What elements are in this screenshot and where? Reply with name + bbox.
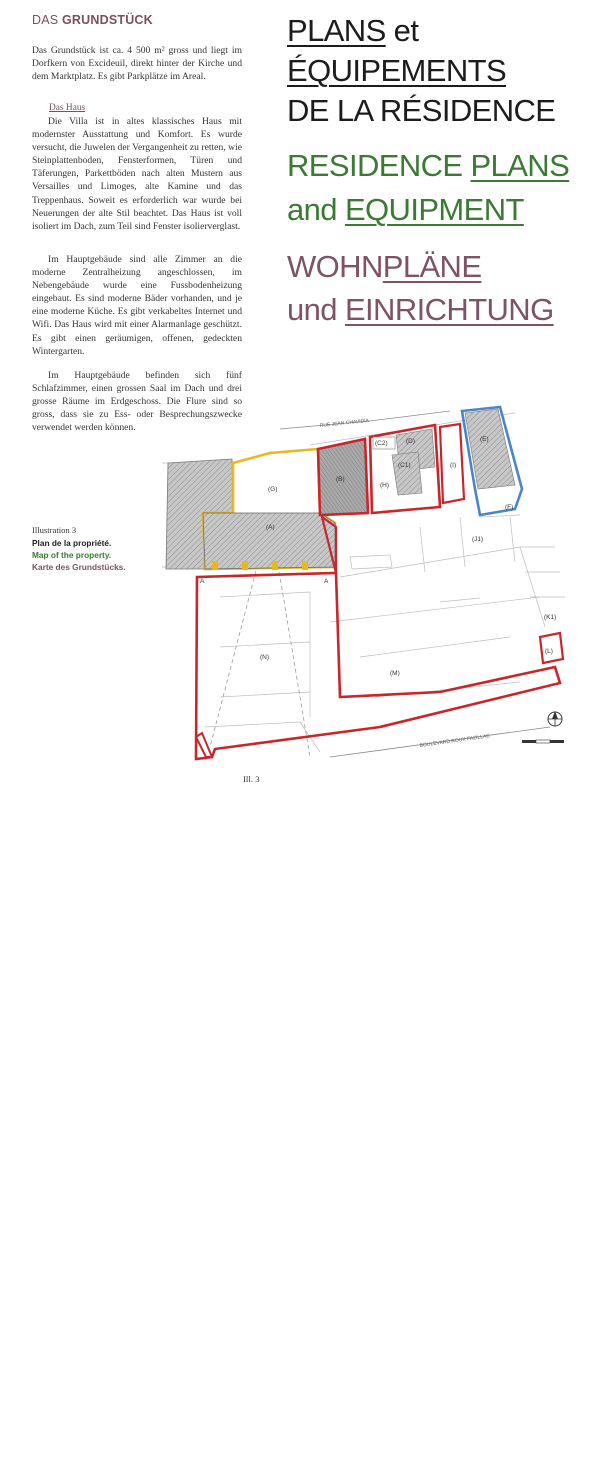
figure-label: Ill. 3	[243, 774, 260, 784]
label-d: (D)	[406, 438, 416, 445]
body-paragraph-1: Das Grundstück ist ca. 4 500 m² gross und liegt im Dorfkern von Excideuil, direkt hinter der Kirche und dem Marktplatz. Es gibt Parkplätze im Areal.	[32, 45, 242, 83]
title-en-line2: and EQUIPMENT	[287, 192, 524, 227]
label-f: (F)	[505, 504, 514, 511]
section-heading-light: DAS	[32, 13, 59, 27]
title-de-line1: WOHNPLÄNE	[287, 249, 482, 284]
title-de-line2: und EINRICHTUNG	[287, 292, 554, 327]
body-paragraph-3: Im Hauptgebäude sind alle Zimmer an die moderne Zentralheizung angeschlossen, im Nebengebäude wurde eine Fussbodenheizung eingebaut. Es sind moderne Bäder vorhanden, und je eine moderne Küche. Es gibt verkabeltes Internet und Wifi. Das Haus wird mit einer Alarmanlage geschützt. Es gibt einen geräumigen, offenen, gedeckten Wintergarten.	[32, 254, 242, 357]
label-h: (H)	[380, 482, 390, 489]
caption-de: Karte des Grundstücks.	[32, 562, 126, 572]
label-mark-a-left: A	[200, 578, 205, 585]
site-plan	[160, 397, 580, 772]
label-m: (M)	[390, 670, 400, 677]
building-c1	[392, 452, 422, 495]
title-fr-line3: DE LA RÉSIDENCE	[287, 93, 556, 128]
compass-icon	[548, 711, 562, 726]
caption-number: Illustration 3	[32, 525, 77, 535]
caption-fr: Plan de la propriété.	[32, 538, 112, 548]
label-l: (L)	[545, 648, 553, 655]
section-heading-bold: GRUNDSTÜCK	[62, 13, 153, 27]
label-c2: (C2)	[375, 440, 388, 447]
street-top-label: RUE JEAN CHAVIDIA	[319, 417, 370, 429]
building-a	[203, 513, 335, 569]
gate-marker	[196, 733, 212, 757]
label-e: (E)	[480, 436, 489, 443]
label-j1: (J1)	[472, 536, 484, 543]
label-a: (A)	[266, 524, 275, 531]
body-paragraph-2: Die Villa ist in altes klassisches Haus mit modernster Ausstattung und Komfort. Es wurde versucht, die Juwelen der Vergangenheit zu retten, wie Steinplattenboden, Fensterformen, Türen und Täferungen, Parkettböden nach alten Mustern aus Versailles und Limoges, alte Kamine und das Treppenhaus. Soweit es erforderlich war wurde bei Neuerungen der alte Stil beachtet. Das Haus ist voll isoliert im Dach, zum Teil sind Fenster isolierverglast.	[32, 116, 242, 232]
label-g: (G)	[268, 486, 278, 493]
title-fr-line1: PLANS et	[287, 13, 419, 48]
label-i: (I)	[450, 462, 457, 469]
street-bottom-label: BOULEVARD ROUX FAZILLAC	[419, 733, 491, 749]
caption-en: Map of the property.	[32, 550, 112, 560]
section-heading	[32, 13, 153, 27]
subheading-das-haus: Das Haus	[49, 103, 86, 113]
label-c1: (C1)	[398, 462, 411, 469]
label-mark-a-right: A	[324, 578, 329, 585]
label-b: (B)	[336, 476, 345, 483]
title-fr-line2: ÉQUIPEMENTS	[287, 53, 507, 88]
scale-bar	[522, 740, 564, 743]
credit-wrapper	[9, 770, 19, 780]
title-en-line1: RESIDENCE PLANS	[287, 148, 570, 183]
label-k1: (K1)	[544, 614, 557, 621]
label-n: (N)	[260, 654, 270, 661]
body-paragraph-4: Im Hauptgebäude befinden sich fünf Schlafzimmer, einen grossen Saal im Dach und drei grosse Räume im Erdgeschoss. Die Flure sind so gross, dass sie zu Ess- oder Besprechungszwecke verwendet werden können.	[32, 370, 242, 434]
